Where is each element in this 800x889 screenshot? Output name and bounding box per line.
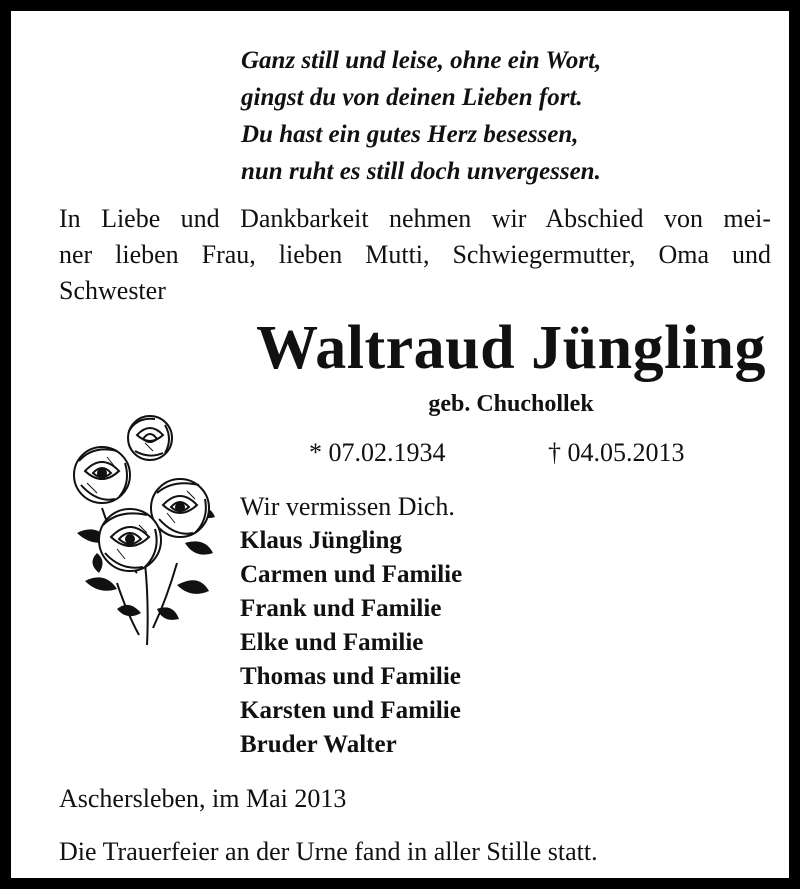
poem-line: nun ruht es still doch unvergessen. bbox=[241, 158, 601, 185]
intro-line: Schwester bbox=[59, 276, 166, 305]
family-member: Thomas und Familie bbox=[240, 663, 461, 690]
intro-line: In Liebe und Dankbarkeit nehmen wir Abschied von mei- bbox=[59, 204, 771, 233]
birth-date: * 07.02.1934 bbox=[309, 438, 446, 467]
intro-line: ner lieben Frau, lieben Mutti, Schwiegermutter, Oma und bbox=[59, 240, 771, 269]
poem-line: gingst du von deinen Lieben fort. bbox=[241, 84, 583, 111]
death-date: † 04.05.2013 bbox=[548, 438, 685, 467]
family-member: Carmen und Familie bbox=[240, 561, 463, 588]
family-member: Karsten und Familie bbox=[240, 697, 461, 724]
family-member: Bruder Walter bbox=[240, 731, 397, 758]
family-member: Frank und Familie bbox=[240, 595, 442, 622]
intro-text bbox=[59, 201, 771, 309]
family-member: Klaus Jüngling bbox=[240, 527, 402, 554]
poem-line: Ganz still und leise, ohne ein Wort, bbox=[241, 47, 602, 74]
family-member: Elke und Familie bbox=[240, 629, 424, 656]
family-list bbox=[240, 490, 660, 762]
closing-note: Die Trauerfeier an der Urne fand in aller Stille statt. bbox=[59, 837, 598, 866]
roses-icon bbox=[57, 413, 217, 648]
deceased-name: Waltraud Jüngling bbox=[256, 314, 766, 382]
poem bbox=[241, 42, 761, 190]
place-date: Aschersleben, im Mai 2013 bbox=[59, 784, 347, 813]
poem-line: Du hast ein gutes Herz besessen, bbox=[241, 121, 579, 148]
family-intro: Wir vermissen Dich. bbox=[240, 492, 455, 521]
maiden-name: geb. Chuchollek bbox=[428, 391, 594, 417]
